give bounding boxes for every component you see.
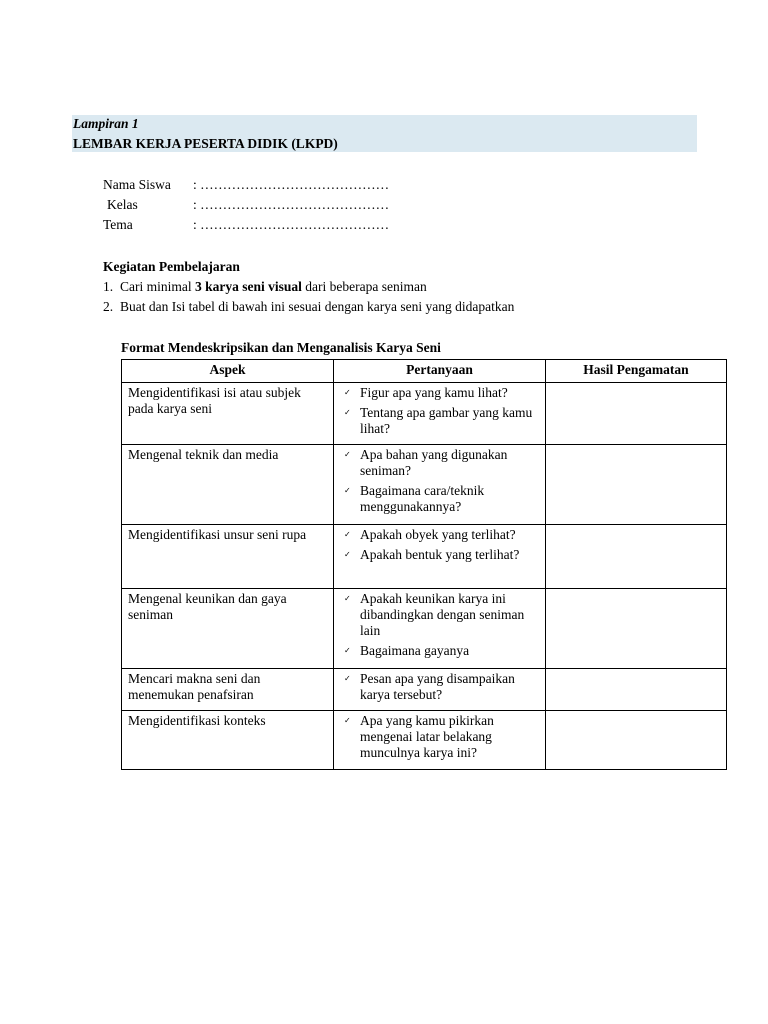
check-mark-icon: ✓	[344, 530, 351, 539]
table-header-row	[122, 360, 727, 383]
learning-activity	[103, 258, 515, 318]
question-item: ✓ Bagaimana cara/teknik menggunakannya?	[344, 483, 485, 514]
aspect-cell: Mengidentifikasi isi atau subjek pada karya seni	[122, 383, 334, 445]
table-row	[122, 525, 727, 589]
question-cell	[334, 445, 546, 525]
result-cell[interactable]	[546, 589, 727, 669]
question-item: ✓ Figur apa yang kamu lihat?	[344, 385, 508, 400]
question-cell	[334, 383, 546, 445]
table-row	[122, 445, 727, 525]
question-item: ✓ Apakah obyek yang terlihat?	[344, 527, 516, 542]
check-mark-icon: ✓	[344, 716, 351, 725]
check-mark-icon: ✓	[344, 388, 351, 397]
aspect-cell: Mencari makna seni dan menemukan penafsiran	[122, 669, 334, 711]
question-cell	[334, 589, 546, 669]
question-cell	[334, 525, 546, 589]
aspect-cell: Mengidentifikasi unsur seni rupa	[122, 525, 334, 589]
question-item: ✓ Bagaimana gayanya	[344, 643, 470, 658]
step-number: 1.	[103, 279, 114, 294]
column-header-pertanyaan: Pertanyaan	[334, 360, 546, 383]
check-mark-icon: ✓	[344, 550, 351, 559]
question-item: ✓ Apakah bentuk yang terlihat?	[344, 547, 520, 562]
activity-heading: Kegiatan Pembelajaran	[103, 259, 240, 274]
check-mark-icon: ✓	[344, 450, 351, 459]
result-cell[interactable]	[546, 669, 727, 711]
observation-table	[121, 359, 727, 770]
question-item: ✓ Apakah keunikan karya ini dibandingkan dengan seniman lain	[344, 591, 525, 638]
check-mark-icon: ✓	[344, 594, 351, 603]
result-cell[interactable]	[546, 383, 727, 445]
identity-label: Tema	[103, 217, 133, 232]
identity-fill-line: : ……………………………………	[193, 217, 390, 232]
check-mark-icon: ✓	[344, 674, 351, 683]
step-text-pre: Cari minimal	[120, 279, 195, 294]
table-title: Format Mendeskripsikan dan Menganalisis Karya Seni	[121, 340, 441, 355]
step-text-emphasis: 3 karya seni visual	[195, 279, 302, 294]
aspect-cell: Mengidentifikasi konteks	[122, 711, 334, 770]
header-band	[72, 115, 697, 152]
aspect-cell: Mengenal teknik dan media	[122, 445, 334, 525]
question-item: ✓ Apa yang kamu pikirkan mengenai latar belakang munculnya karya ini?	[344, 713, 494, 760]
check-mark-icon: ✓	[344, 486, 351, 495]
identity-fill-line: : ……………………………………	[193, 197, 390, 212]
column-header-aspek: Aspek	[122, 360, 334, 383]
activity-step-2	[103, 298, 515, 318]
identity-fill-line: : ……………………………………	[193, 177, 390, 192]
result-cell[interactable]	[546, 711, 727, 770]
check-mark-icon: ✓	[344, 646, 351, 655]
table-row	[122, 589, 727, 669]
result-cell[interactable]	[546, 525, 727, 589]
table-row	[122, 383, 727, 445]
check-mark-icon: ✓	[344, 408, 351, 417]
activity-step-1	[103, 278, 427, 298]
question-item: ✓ Tentang apa gambar yang kamu lihat?	[344, 405, 533, 436]
identity-label: Nama Siswa	[103, 177, 171, 192]
step-text	[120, 278, 427, 295]
result-cell[interactable]	[546, 445, 727, 525]
question-item: ✓ Apa bahan yang digunakan seniman?	[344, 447, 508, 478]
question-cell	[334, 669, 546, 711]
step-text-post: dari beberapa seniman	[301, 279, 427, 294]
appendix-label: Lampiran 1	[73, 116, 139, 131]
table-row	[122, 669, 727, 711]
table-row	[122, 711, 727, 770]
step-text: Buat dan Isi tabel di bawah ini sesuai dengan karya seni yang didapatkan	[120, 299, 515, 314]
column-header-hasil: Hasil Pengamatan	[546, 360, 727, 383]
identity-label: Kelas	[107, 197, 138, 212]
aspect-cell: Mengenal keunikan dan gaya seniman	[122, 589, 334, 669]
document-title: LEMBAR KERJA PESERTA DIDIK (LKPD)	[73, 136, 338, 151]
step-number: 2.	[103, 299, 114, 314]
question-item: ✓ Pesan apa yang disampaikan karya tersebut?	[344, 671, 515, 702]
question-cell	[334, 711, 546, 770]
